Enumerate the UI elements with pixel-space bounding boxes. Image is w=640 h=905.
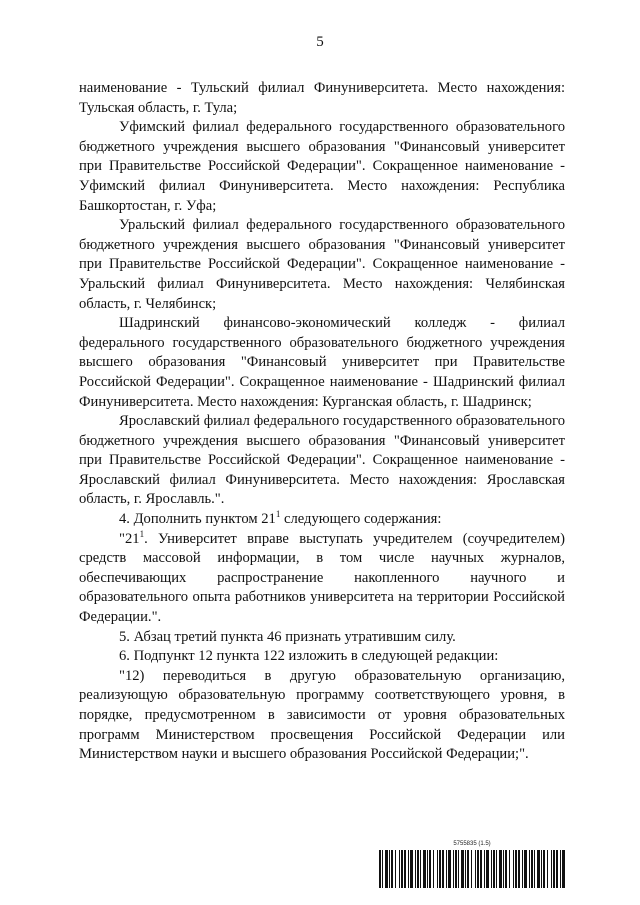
page-number: 5 (316, 34, 324, 50)
paragraph: 6. Подпункт 12 пункта 122 изложить в следующей редакции: (119, 648, 499, 665)
barcode-bar (408, 850, 409, 888)
barcode-bar (547, 850, 548, 888)
barcode-bar (541, 850, 542, 888)
barcode-bar (437, 850, 438, 888)
barcode-bar (499, 850, 502, 888)
barcode-bar (534, 850, 535, 888)
barcode-bar (391, 850, 393, 888)
barcode-image (379, 850, 565, 888)
barcode-bar (379, 850, 381, 888)
barcode-bar (399, 850, 400, 888)
barcode-bar (503, 850, 504, 888)
barcode-bar (537, 850, 540, 888)
superscript: 1 (139, 528, 145, 539)
barcode-bar (395, 850, 396, 888)
barcode (379, 841, 565, 889)
barcode-bar (429, 850, 431, 888)
barcode-bar (467, 850, 469, 888)
barcode-bar (509, 850, 510, 888)
paragraph: Шадринский финансово-экономический колледж - филиал федерального государственного образовательного бюджетного учреждения высшего образования "Финансовый университет при Правительстве Российской Федерации". Сокращенное наименование - Шадринский филиал Финуниверситета. Место нахождения: Курганская область, г. Шадринск; (79, 315, 565, 410)
barcode-bar (448, 850, 451, 888)
barcode-bar (480, 850, 482, 888)
barcode-bar (420, 850, 421, 888)
paragraph: Уральский филиал федерального государственного образовательного бюджетного учреждения высшего образования "Финансовый университет при Правительстве Российской Федерации". Сокращенное наименование - Уральский филиал Финуниверситета. Место нахождения: Челябинская область, г. Челябинск; (79, 217, 565, 312)
barcode-bar (404, 850, 406, 888)
barcode-bar (505, 850, 507, 888)
barcode-bar (442, 850, 444, 888)
barcode-bar (560, 850, 561, 888)
barcode-bar (486, 850, 489, 888)
barcode-bar (433, 850, 434, 888)
paragraph: "12) переводиться в другую образовательную организацию, реализующую образовательную программу соответствующего уровня, в порядке, предусмотренном в зависимости от уровня образовательных программ Министерством просвещения Российской Федерации или Министерством науки и высшего образования Российской Федерации;". (79, 667, 565, 763)
paragraph (79, 510, 565, 530)
barcode-bar (518, 850, 520, 888)
barcode-bar (410, 850, 413, 888)
barcode-bar (524, 850, 527, 888)
barcode-bar (446, 850, 447, 888)
barcode-bar (543, 850, 545, 888)
paragraph-text: "21 (119, 530, 140, 547)
barcode-bar (551, 850, 552, 888)
barcode-bar (401, 850, 403, 888)
barcode-bar (471, 850, 472, 888)
paragraph: Уфимский филиал федерального государственного образовательного бюджетного учреждения высшего образования "Финансовый университет при Правительстве Российской Федерации". Сокращенное наименование - Уфимский филиал Финуниверситета. Место нахождения: Республика Башкортостан, г. Уфа; (79, 119, 565, 214)
barcode-bar (423, 850, 426, 888)
barcode-label: 5755835 (1.5) (453, 841, 491, 847)
paragraph: наименование - Тульский филиал Финуниверситета. Место нахождения: Тульская область, г. Тула; (79, 80, 565, 116)
barcode-bar (522, 850, 523, 888)
barcode-bar (529, 850, 530, 888)
barcode-bar (439, 850, 441, 888)
barcode-bar (531, 850, 533, 888)
barcode-bar (465, 850, 466, 888)
barcode-bar (475, 850, 476, 888)
document-body (79, 79, 565, 765)
barcode-bar (417, 850, 419, 888)
barcode-bar (553, 850, 555, 888)
barcode-bar (382, 850, 383, 888)
paragraph: Ярославский филиал федерального государственного образовательного бюджетного учреждения высшего образования "Финансовый университет при Правительстве Российской Федерации". Сокращенное наименование - Ярославский филиал Финуниверситета. Место нахождения: Ярославская область, г. Ярославль.". (79, 413, 565, 508)
barcode-bar (461, 850, 464, 888)
barcode-bar (458, 850, 459, 888)
barcode-bar (455, 850, 457, 888)
paragraph-text: 4. Дополнить пунктом 21 (119, 511, 276, 528)
barcode-bar (493, 850, 495, 888)
barcode-bar (562, 850, 565, 888)
barcode-bar (453, 850, 454, 888)
barcode-bar (389, 850, 390, 888)
barcode-bar (491, 850, 492, 888)
barcode-bar (515, 850, 517, 888)
paragraph (79, 530, 565, 628)
barcode-bar (496, 850, 497, 888)
barcode-bar (477, 850, 479, 888)
barcode-bar (427, 850, 428, 888)
barcode-bar (415, 850, 416, 888)
paragraph-text: следующего содержания: (280, 511, 442, 528)
superscript: 1 (275, 509, 281, 520)
barcode-bar (484, 850, 485, 888)
paragraph: 5. Абзац третий пункта 46 признать утратившим силу. (119, 628, 456, 645)
barcode-bar (385, 850, 388, 888)
barcode-bar (513, 850, 514, 888)
paragraph-text: . Университет вправе выступать учредителем (соучредителем) средств массовой информации, в том числе научных журналов, обеспечивающих распространение накопленного научного и образовательного опыта работников университета на территории Российской Федерации.". (79, 530, 565, 626)
barcode-bar (556, 850, 558, 888)
